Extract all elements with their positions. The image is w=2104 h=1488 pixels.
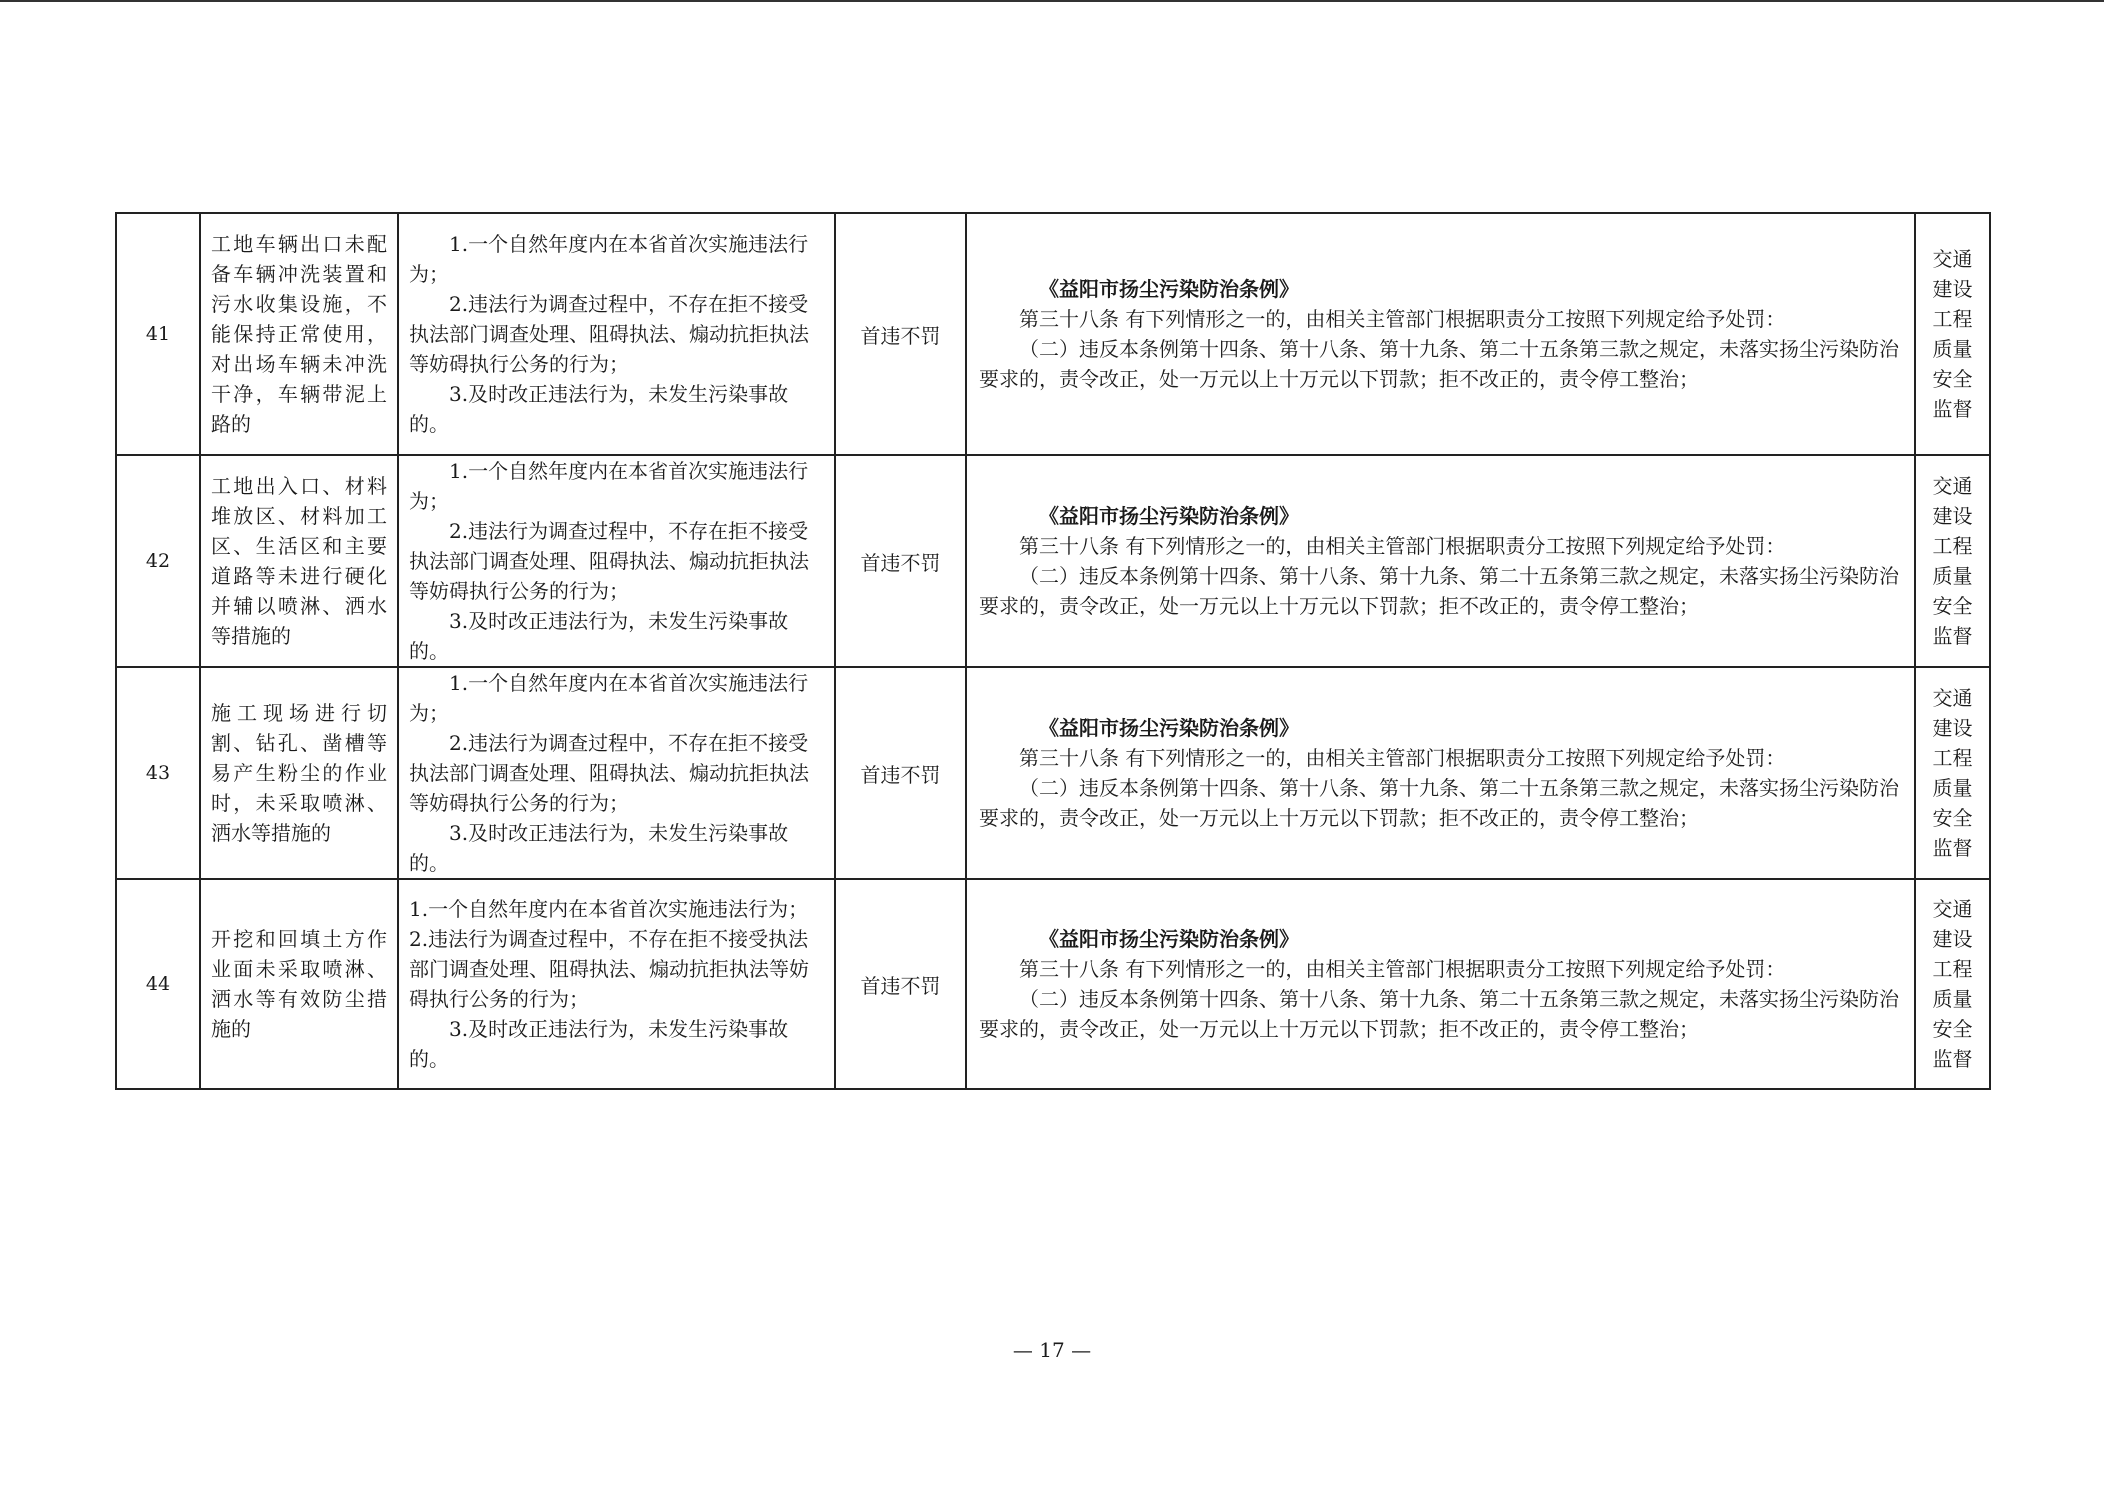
treatment: 首违不罚 — [835, 213, 966, 455]
dept-line: 交通 — [1932, 247, 1973, 271]
top-border-line — [0, 0, 2104, 2]
law-title: 《益阳市扬尘污染防治条例》 — [1039, 716, 1299, 740]
dept-line: 安全 — [1932, 594, 1973, 618]
dept-line: 质量 — [1932, 987, 1973, 1011]
treatment: 首违不罚 — [835, 879, 966, 1089]
dept-line: 建设 — [1932, 927, 1973, 951]
treatment: 首违不罚 — [835, 667, 966, 879]
legal-basis — [966, 667, 1915, 879]
law-title: 《益阳市扬尘污染防治条例》 — [1039, 927, 1299, 951]
law-article: 第三十八条 有下列情形之一的，由相关主管部门根据职责分工按照下列规定给予处罚： — [1019, 534, 1786, 558]
row-number: 44 — [116, 879, 200, 1089]
condition-item: 1.一个自然年度内在本省首次实施违法行为； — [409, 459, 809, 513]
condition-item: 3.及时改正违法行为，未发生污染事故的。 — [409, 382, 789, 436]
dept-line: 质量 — [1932, 564, 1973, 588]
table-row — [116, 455, 1990, 667]
dept-line: 监督 — [1932, 397, 1973, 421]
violation-situation: 施工现场进行切割、钻孔、凿槽等易产生粉尘的作业时，未采取喷淋、洒水等措施的 — [200, 667, 398, 879]
page-number: — 17 — — [1012, 1338, 1092, 1362]
dept-line: 质量 — [1932, 337, 1973, 361]
legal-basis — [966, 879, 1915, 1089]
dept-line: 安全 — [1932, 367, 1973, 391]
dept-line: 监督 — [1932, 1047, 1973, 1071]
dept-line: 监督 — [1932, 836, 1973, 860]
law-clause: （二）违反本条例第十四条、第十八条、第十九条、第二十五条第三款之规定，未落实扬尘污染防治要求的，责令改正，处一万元以上十万元以下罚款；拒不改正的，责令停工整治； — [979, 337, 1899, 391]
enforcement-department — [1915, 667, 1990, 879]
enforcement-department — [1915, 879, 1990, 1089]
enforcement-department — [1915, 213, 1990, 455]
law-clause: （二）违反本条例第十四条、第十八条、第十九条、第二十五条第三款之规定，未落实扬尘污染防治要求的，责令改正，处一万元以上十万元以下罚款；拒不改正的，责令停工整治； — [979, 564, 1899, 618]
law-title: 《益阳市扬尘污染防治条例》 — [1039, 277, 1299, 301]
law-clause: （二）违反本条例第十四条、第十八条、第十九条、第二十五条第三款之规定，未落实扬尘污染防治要求的，责令改正，处一万元以上十万元以下罚款；拒不改正的，责令停工整治； — [979, 776, 1899, 830]
law-article: 第三十八条 有下列情形之一的，由相关主管部门根据职责分工按照下列规定给予处罚： — [1019, 307, 1786, 331]
dept-line: 质量 — [1932, 776, 1973, 800]
dept-line: 工程 — [1932, 534, 1973, 558]
dept-line: 交通 — [1932, 474, 1973, 498]
row-number: 43 — [116, 667, 200, 879]
dept-line: 交通 — [1932, 686, 1973, 710]
condition-item: 2.违法行为调查过程中，不存在拒不接受执法部门调查处理、阻碍执法、煽动抗拒执法等妨碍执行公务的行为； — [409, 927, 809, 1011]
table-row — [116, 667, 1990, 879]
condition-item: 2.违法行为调查过程中，不存在拒不接受执法部门调查处理、阻碍执法、煽动抗拒执法等妨碍执行公务的行为； — [409, 292, 809, 376]
treatment: 首违不罚 — [835, 455, 966, 667]
legal-basis — [966, 213, 1915, 455]
dept-line: 交通 — [1932, 897, 1973, 921]
dept-line: 监督 — [1932, 624, 1973, 648]
exemption-conditions — [398, 213, 835, 455]
condition-item: 3.及时改正违法行为，未发生污染事故的。 — [409, 821, 789, 875]
violation-situation: 开挖和回填土方作业面未采取喷淋、洒水等有效防尘措施的 — [200, 879, 398, 1089]
condition-item: 3.及时改正违法行为，未发生污染事故的。 — [409, 609, 789, 663]
row-number: 41 — [116, 213, 200, 455]
dept-line: 工程 — [1932, 746, 1973, 770]
dept-line: 建设 — [1932, 504, 1973, 528]
condition-item: 3.及时改正违法行为，未发生污染事故的。 — [409, 1017, 789, 1071]
exemption-conditions — [398, 667, 835, 879]
law-title: 《益阳市扬尘污染防治条例》 — [1039, 504, 1299, 528]
penalty-table — [115, 212, 1991, 1090]
dept-line: 工程 — [1932, 957, 1973, 981]
dept-line: 安全 — [1932, 806, 1973, 830]
law-clause: （二）违反本条例第十四条、第十八条、第十九条、第二十五条第三款之规定，未落实扬尘污染防治要求的，责令改正，处一万元以上十万元以下罚款；拒不改正的，责令停工整治； — [979, 987, 1899, 1041]
violation-situation: 工地出入口、材料堆放区、材料加工区、生活区和主要道路等未进行硬化并辅以喷淋、洒水等措施的 — [200, 455, 398, 667]
dept-line: 安全 — [1932, 1017, 1973, 1041]
exemption-conditions — [398, 879, 835, 1089]
law-article: 第三十八条 有下列情形之一的，由相关主管部门根据职责分工按照下列规定给予处罚： — [1019, 746, 1786, 770]
dept-line: 工程 — [1932, 307, 1973, 331]
condition-item: 1.一个自然年度内在本省首次实施违法行为； — [409, 232, 809, 286]
row-number: 42 — [116, 455, 200, 667]
condition-item: 1.一个自然年度内在本省首次实施违法行为； — [409, 897, 809, 921]
legal-basis — [966, 455, 1915, 667]
violation-situation: 工地车辆出口未配备车辆冲洗装置和污水收集设施，不能保持正常使用，对出场车辆未冲洗干净，车辆带泥上路的 — [200, 213, 398, 455]
enforcement-department — [1915, 455, 1990, 667]
condition-item: 1.一个自然年度内在本省首次实施违法行为； — [409, 671, 809, 725]
table-row — [116, 213, 1990, 455]
table-row — [116, 879, 1990, 1089]
exemption-conditions — [398, 455, 835, 667]
law-article: 第三十八条 有下列情形之一的，由相关主管部门根据职责分工按照下列规定给予处罚： — [1019, 957, 1786, 981]
dept-line: 建设 — [1932, 716, 1973, 740]
condition-item: 2.违法行为调查过程中，不存在拒不接受执法部门调查处理、阻碍执法、煽动抗拒执法等妨碍执行公务的行为； — [409, 731, 809, 815]
dept-line: 建设 — [1932, 277, 1973, 301]
condition-item: 2.违法行为调查过程中，不存在拒不接受执法部门调查处理、阻碍执法、煽动抗拒执法等妨碍执行公务的行为； — [409, 519, 809, 603]
